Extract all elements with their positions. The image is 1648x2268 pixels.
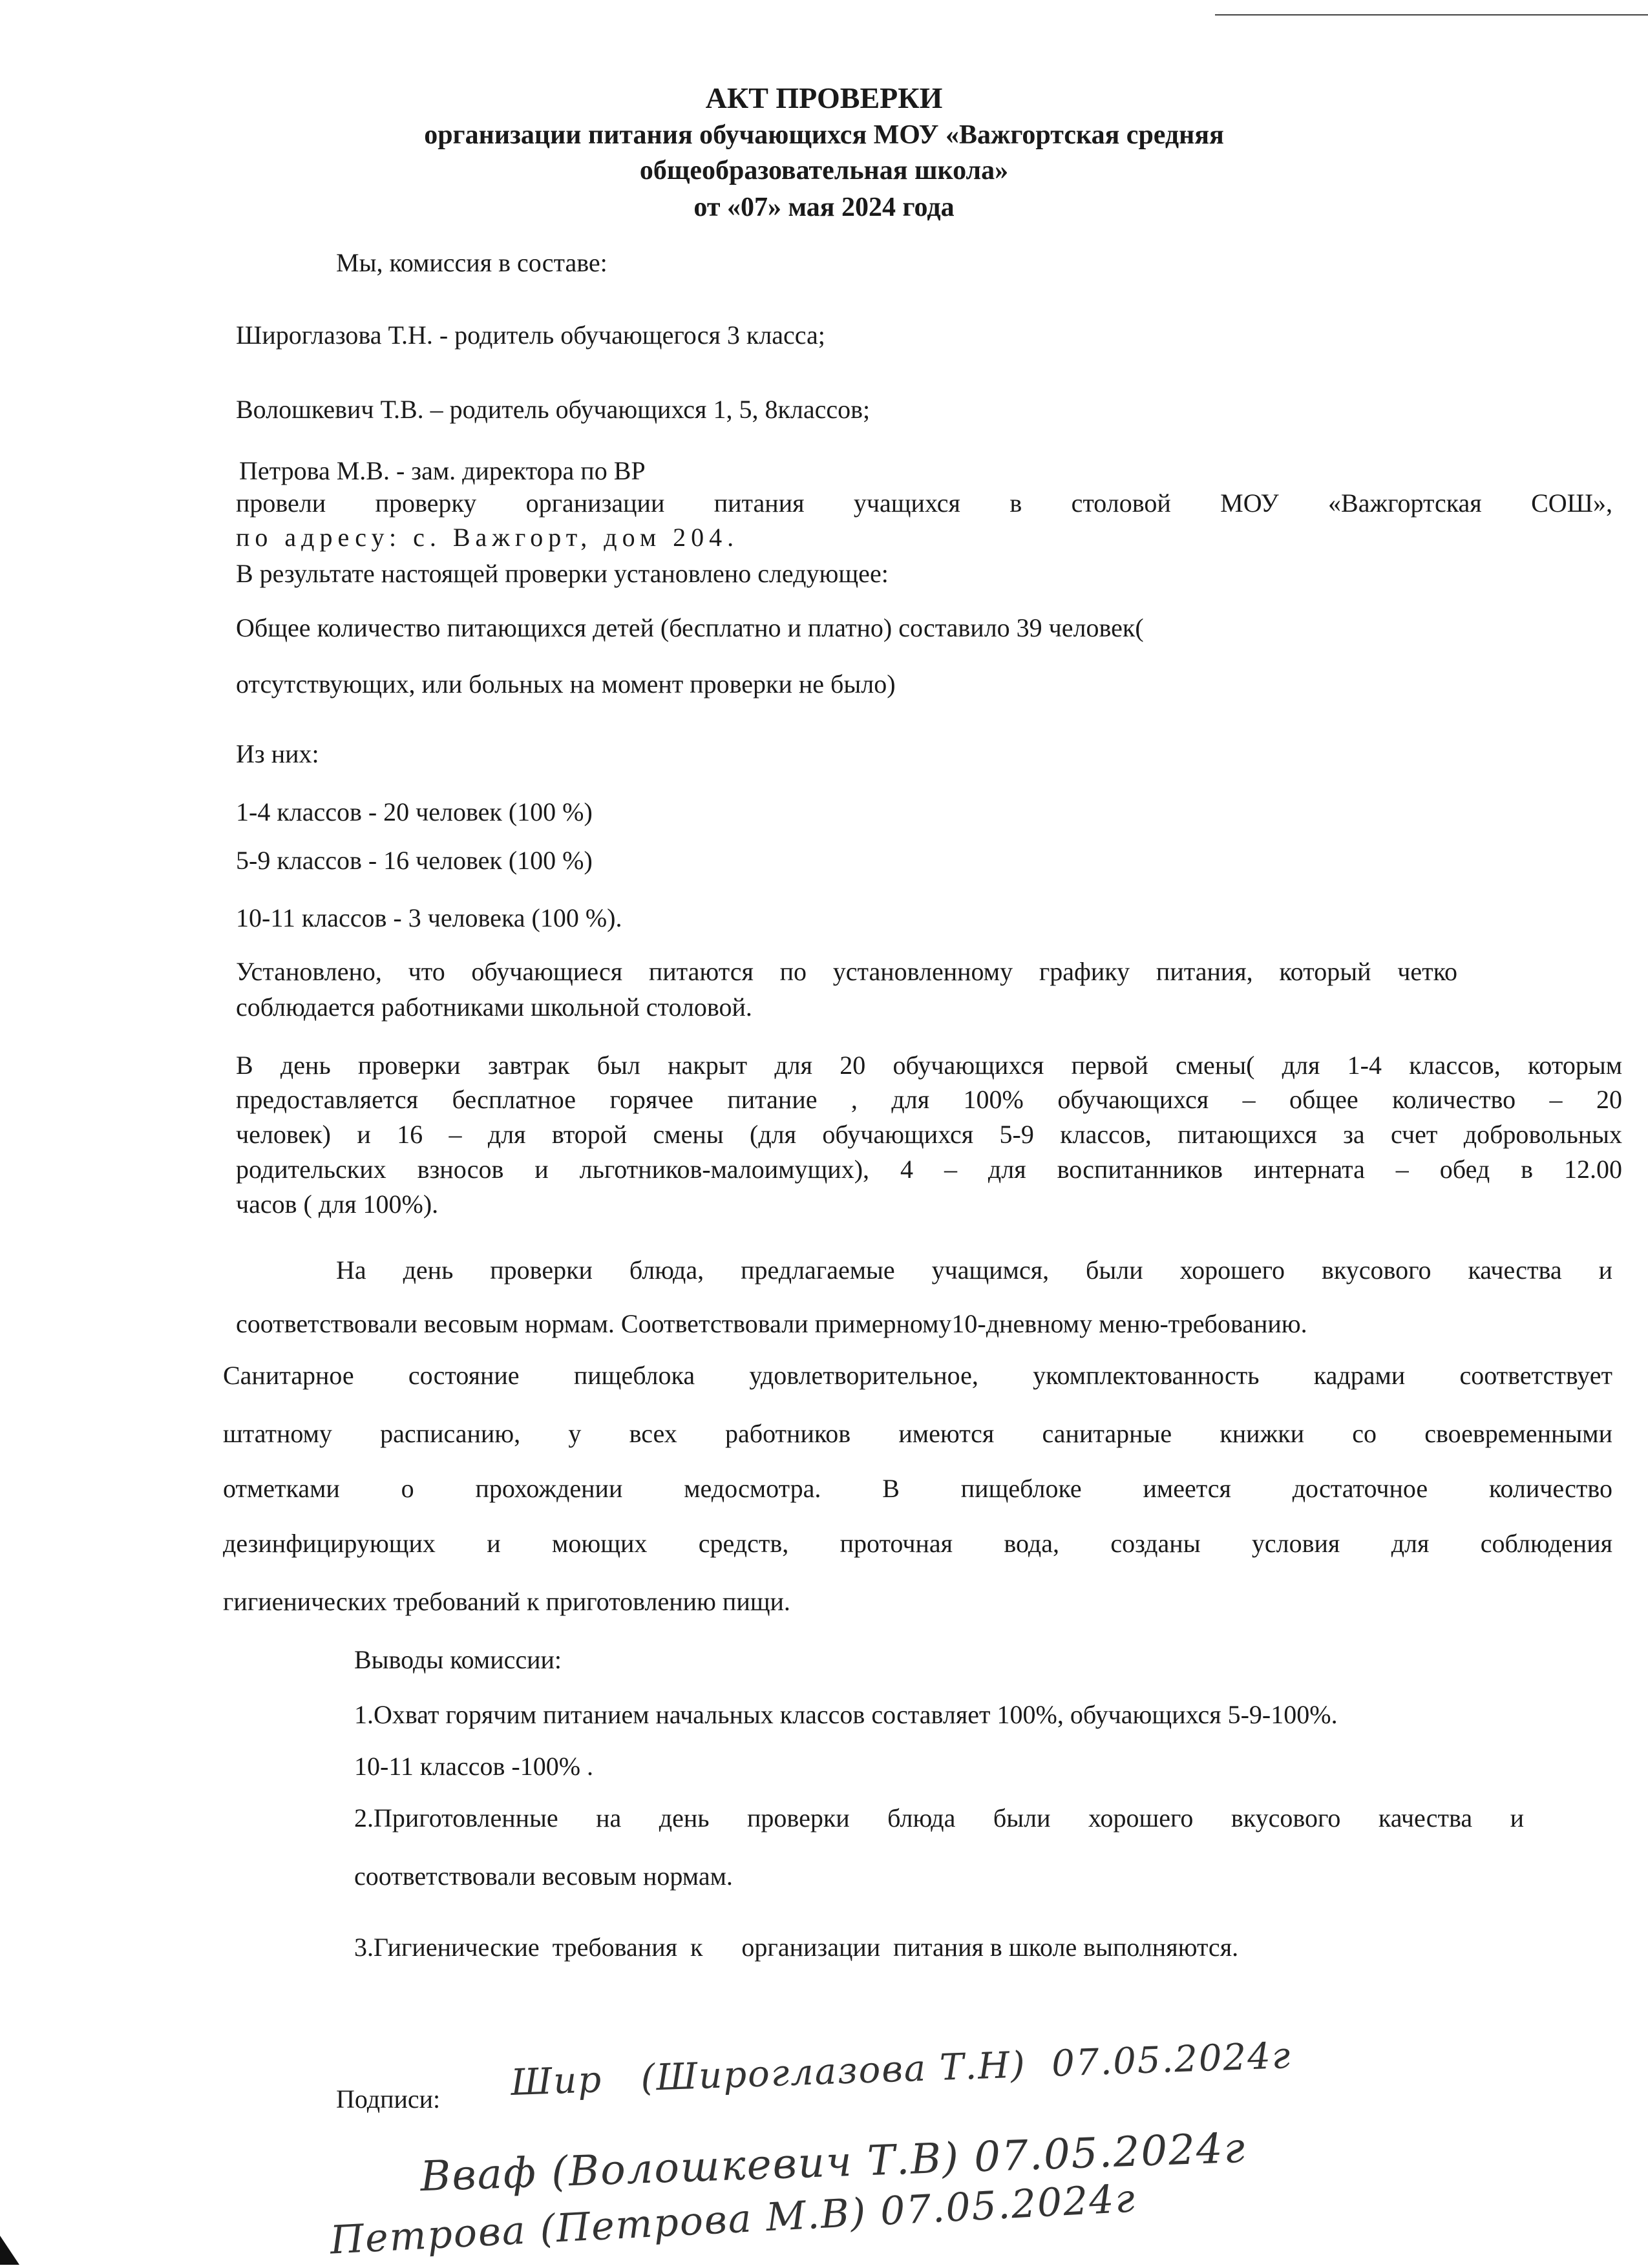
document-subtitle-line1: организации питания обучающихся МОУ «Важгортская средняя	[424, 120, 1224, 150]
signature-shiroglazova: Шир (Широглазова Т.Н) 07.05.2024г	[510, 2034, 1293, 2105]
conclusion-1-line-2: 10-11 классов -100% .	[354, 1752, 594, 1781]
conclusions-title: Выводы комиссии:	[354, 1645, 562, 1674]
quality-line-2: соответствовали весовым нормам. Соответствовали примерному10-дневному меню-требованию.	[236, 1309, 1307, 1338]
conclusion-2-line-1: 2.Приготовленные на день проверки блюда были хорошего вкусового качества и	[354, 1803, 1524, 1832]
quality-line-3: Санитарное состояние пищеблока удовлетворительное, укомплектованность кадрами соответствует	[223, 1361, 1612, 1390]
member-3: Петрова М.В. - зам. директора по ВР	[239, 456, 646, 485]
conclusion-1-line-1: 1.Охват горячим питанием начальных классов составляет 100%, обучающихся 5-9-100%.	[354, 1700, 1338, 1729]
signature-voloshkevich: Вваф (Волошкевич Т.В) 07.05.2024г	[419, 2124, 1247, 2201]
breakfast-line-4: родительских взносов и льготников-малоимущих), 4 – для воспитанников интерната – обед в 12.00	[236, 1155, 1622, 1184]
quality-line-1: На день проверки блюда, предлагаемые учащимся, были хорошего вкусового качества и	[336, 1255, 1612, 1285]
quality-line-5: отметками о прохождении медосмотра. В пищеблоке имеется достаточное количество	[223, 1474, 1612, 1503]
document-subtitle-line2: общеобразовательная школа»	[639, 156, 1009, 185]
corner-mark-icon	[0, 2229, 26, 2268]
quality-line-6: дезинфицирующих и моющих средств, проточная вода, созданы условия для соблюдения	[223, 1529, 1612, 1558]
document-title: АКТ ПРОВЕРКИ	[705, 81, 943, 114]
breakfast-line-2: предоставляется бесплатное горячее питание , для 100% обучающихся – общее количество – 20	[236, 1085, 1622, 1114]
member-1: Широглазова Т.Н. - родитель обучающегося 3 класса;	[236, 320, 825, 350]
quality-line-4: штатному расписанию, у всех работников имеются санитарные книжки со своевременными	[223, 1419, 1612, 1448]
inspection-address: по адресу: с. Важгорт, дом 204.	[236, 523, 739, 552]
group-5-9: 5-9 классов - 16 человек (100 %)	[236, 846, 593, 875]
signature-petrova: Петрова (Петрова М.В) 07.05.2024г	[329, 2176, 1137, 2263]
group-1-4: 1-4 классов - 20 человек (100 %)	[236, 797, 593, 826]
schedule-line-2: соблюдается работниками школьной столовой.	[236, 992, 752, 1022]
schedule-line-1: Установлено, что обучающиеся питаются по установленному графику питания, который четко	[236, 957, 1457, 986]
commission-intro: Мы, комиссия в составе:	[336, 248, 607, 277]
breakfast-line-3: человек) и 16 – для второй смены (для обучающихся 5-9 классов, питающихся за счет добровольных	[236, 1120, 1622, 1149]
inspection-line-1: провели проверку организации питания учащихся в столовой МОУ «Важгортская СОШ»,	[236, 488, 1612, 518]
total-line-2: отсутствующих, или больных на момент проверки не было)	[236, 669, 896, 698]
of-them-label: Из них:	[236, 739, 319, 768]
inspection-result-intro: В результате настоящей проверки установлено следующее:	[236, 559, 889, 588]
quality-line-7: гигиенических требований к приготовлению пищи.	[223, 1587, 790, 1616]
top-edge-line	[1215, 14, 1648, 16]
group-10-11: 10-11 классов - 3 человека (100 %).	[236, 903, 622, 932]
conclusion-2-line-2: соответствовали весовым нормам.	[354, 1862, 733, 1891]
conclusion-3: 3.Гигиенические требования к организации питания в школе выполняются.	[354, 1933, 1239, 1962]
breakfast-line-5: часов ( для 100%).	[236, 1190, 439, 1219]
member-2: Волошкевич Т.В. – родитель обучающихся 1, 5, 8классов;	[236, 395, 871, 424]
breakfast-line-1: В день проверки завтрак был накрыт для 20 обучающихся первой смены( для 1-4 классов, которым	[236, 1051, 1622, 1080]
document-date: от «07» мая 2024 года	[693, 193, 955, 222]
total-line-1: Общее количество питающихся детей (бесплатно и платно) составило 39 человек(	[236, 613, 1144, 642]
signatures-label: Подписи:	[336, 2084, 441, 2114]
